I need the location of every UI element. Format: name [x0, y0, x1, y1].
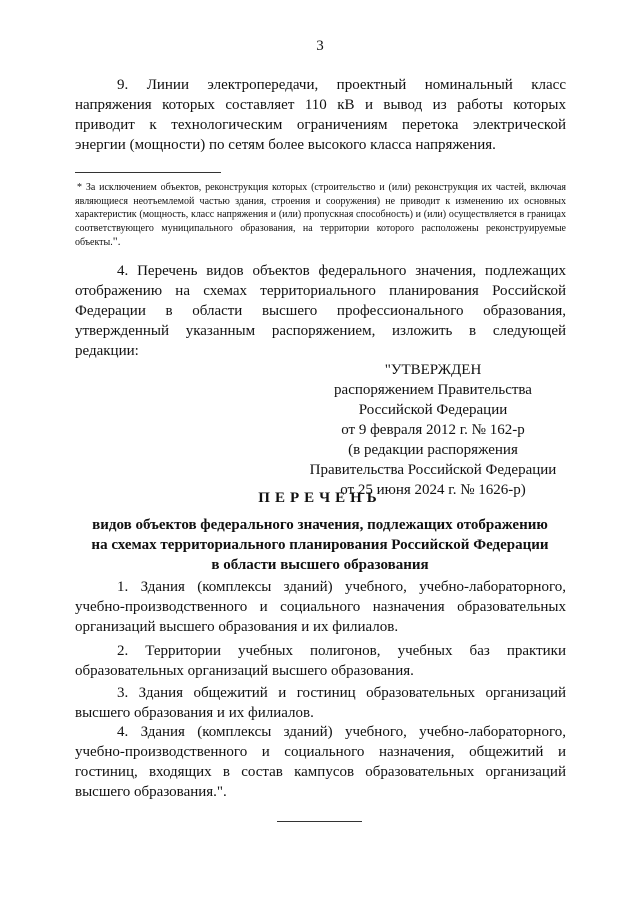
list-subtitle: [0, 515, 640, 575]
end-divider: [277, 821, 362, 822]
footnote-text: * За исключением объектов, реконструкция которых (строительство и (или) реконструкция их частей, включая являющиеся неотъемлемой частью здания, строения и сооружения) не приводит к изменению их основных характеристик (мощность, класс напряжения и (или) пропускная способность) и (или) осуществляется в границах соответствующего муниципального образования, на территории которого расположены реконструируемые объекты.: [75, 182, 566, 248]
approval-line-6: Правительства Российской Федерации: [309, 462, 557, 478]
approval-line-4: от 9 февраля 2012 г. № 162-р: [341, 422, 525, 438]
approval-line-2: распоряжением Правительства: [334, 382, 532, 398]
list-item-3: 3. Здания общежитий и гостиниц образовательных организаций высшего образования и их филиалов.: [75, 685, 566, 721]
list-item-4: 4. Здания (комплексы зданий) учебного, учебно-лабораторного, учебно-производственного и социального назначения, общежитий и гостиниц, входящих в состав кампусов образовательных организаций высшего образования.".: [75, 724, 566, 800]
approval-line-7: от 25 июня 2024 г. № 1626-р): [340, 482, 526, 498]
list-title: ПЕРЕЧЕНЬ: [258, 490, 382, 506]
item-9-paragraph: 9. Линии электропередачи, проектный номинальный класс напряжения которых составляет 110 кВ и вывод из работы которых приводит к технологическим ограничениям перетока электрической энергии (мощности) по сетям более высокого класса напряжения.: [75, 77, 566, 153]
subtitle-line-2: на схемах территориального планирования Российской Федерации: [91, 537, 549, 553]
page-number: 3: [316, 38, 324, 54]
approval-line-3: Российской Федерации: [358, 402, 508, 418]
subtitle-line-3: в области высшего образования: [211, 557, 429, 573]
approval-stamp: [290, 360, 576, 500]
list-item-1: 1. Здания (комплексы зданий) учебного, учебно-лабораторного, учебно-производственного и социального назначения образовательных организаций высшего образования и их филиалов.: [75, 579, 566, 635]
footnote-closing-quote: ".: [112, 234, 121, 248]
footnote-divider: [75, 172, 221, 173]
subtitle-line-1: видов объектов федерального значения, подлежащих отображению: [92, 517, 548, 533]
list-item-2: 2. Территории учебных полигонов, учебных баз практики образовательных организаций высшего образования.: [75, 643, 566, 679]
approval-line-1: "УТВЕРЖДЕН: [384, 362, 482, 378]
footnote: [75, 181, 566, 250]
approval-line-5: (в редакции распоряжения: [348, 442, 518, 458]
item-4-intro-paragraph: 4. Перечень видов объектов федерального значения, подлежащих отображению на схемах территориального планирования Российской Федерации в области высшего профессионального образования, утвержденный указанным распоряжением, изложить в следующей редакции:: [75, 263, 566, 359]
